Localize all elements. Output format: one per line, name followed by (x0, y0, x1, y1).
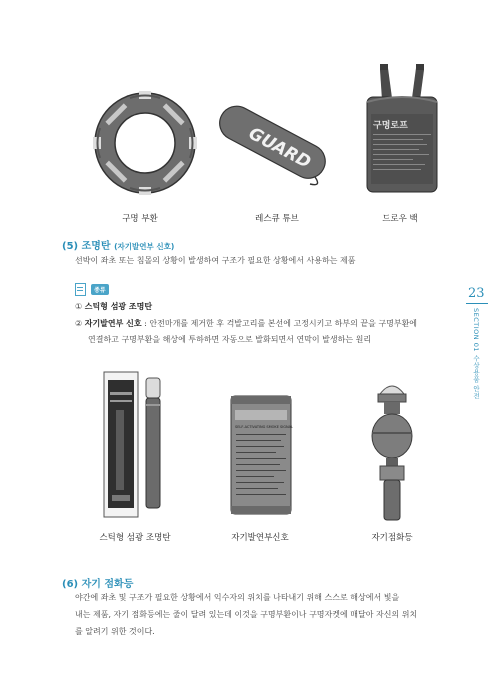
throw-bag-caption: 드로우 백 (382, 214, 418, 224)
section-5-heading (62, 237, 174, 252)
section-5-item-1 (75, 299, 152, 315)
item-marker: ② (75, 319, 83, 328)
page-number: 23 (468, 286, 485, 301)
section-6-line-2: 내는 제품, 자기 점화등에는 줄이 달려 있는데 이것을 구명부환이나 구명자켓에 매달아 자신의 위치 (75, 610, 418, 619)
section-6-line-3: 를 알려기 위한 것이다. (75, 627, 155, 636)
document-icon (75, 283, 86, 296)
item-name: 자기발연부 신호 (84, 319, 142, 328)
item-text: : 안전마개를 제거한 후 걱발고리를 본선에 고정시키고 하부의 끝을 구명부환에 (141, 319, 418, 328)
section-5-subtitle: (자기발연부 신호) (114, 242, 175, 251)
item-marker: ① (75, 302, 83, 311)
stick-flare-caption: 스틱형 섬광 조명탄 (99, 533, 171, 543)
section-5-number: (5) (62, 241, 79, 252)
life-ring-caption: 구명 부환 (122, 214, 158, 224)
section-6-line-1: 야간에 좌초 및 구조가 필요한 상황에서 익수자의 위치를 나타내기 위해 스스로 해상에서 빛을 (75, 593, 400, 602)
smoke-signal-image (226, 392, 296, 517)
throw-bag-image (362, 62, 442, 197)
section-5-item-2-cont: 연결하고 구명부환을 해상에 투하하면 자동으로 발화되면서 연막이 발생하는 원리 (88, 335, 372, 344)
rescue-tube-caption: 레스큐 튜브 (255, 214, 299, 224)
rescue-tube-image (210, 92, 335, 192)
section-side-label: SECTION 01 수상용품 안전 (472, 308, 480, 400)
page-number-rule (466, 303, 488, 304)
item-name: 스틱형 섬광 조명탄 (84, 302, 153, 311)
section-6-number: (6) (62, 579, 79, 590)
self-igniting-light-caption: 자기점화등 (371, 533, 413, 543)
section-5-description: 선박이 좌초 또는 침몰의 상황이 발생하여 구조가 필요한 상황에서 사용하는 제품 (75, 256, 356, 265)
types-tag (75, 279, 109, 298)
section-5-item-2 (75, 316, 417, 332)
section-6-title: 자기 점화등 (81, 579, 134, 590)
types-label: 종류 (91, 284, 109, 295)
guard-text: GUARD (245, 123, 315, 173)
section-5-title: 조명탄 (81, 241, 111, 252)
rope-label: 구명로프 (373, 121, 408, 131)
smoke-signal-caption: 자기발연부신호 (231, 533, 289, 543)
self-igniting-light-image (362, 378, 422, 523)
stick-flare-image (100, 370, 170, 520)
life-ring-image (90, 88, 200, 198)
smoke-signal-label: SELF-ACTIVATING SMOKE SIGNAL (235, 425, 293, 429)
section-6-heading (62, 575, 133, 590)
